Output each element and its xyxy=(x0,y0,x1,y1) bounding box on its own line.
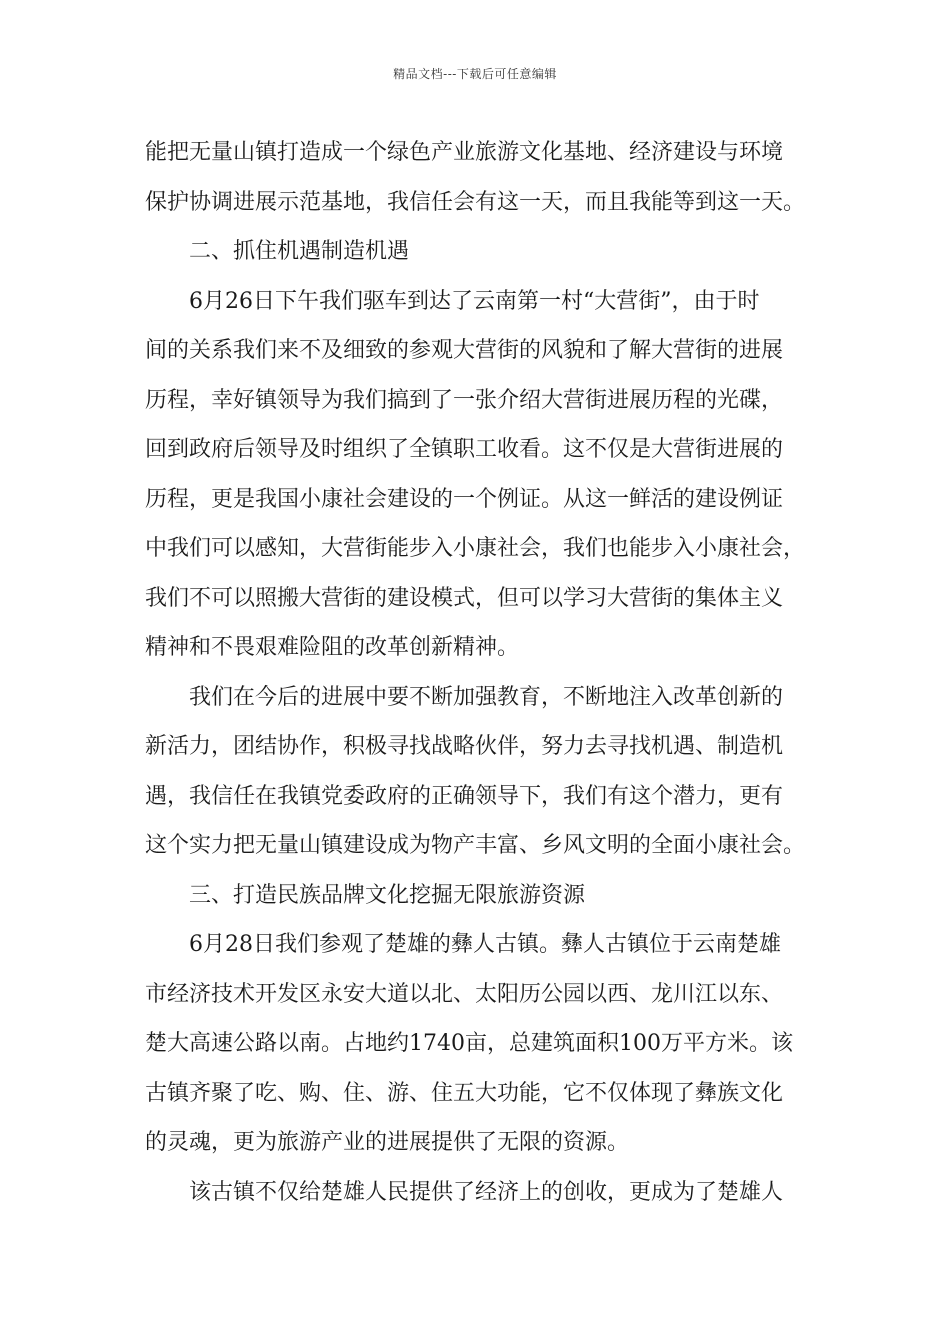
section-heading: 三、打造民族品牌文化挖掘无限旅游资源 xyxy=(189,882,586,908)
text-line: 的灵魂，更为旅游产业的进展提供了无限的资源。 xyxy=(145,1130,630,1155)
text-line: 古镇齐聚了吃、购、住、游、住五大功能，它不仅体现了彝族文化 xyxy=(145,1080,784,1106)
text-line: 能把无量山镇打造成一个绿色产业旅游文化基地、经济建设与环境 xyxy=(145,140,784,165)
text-line: 精神和不畏艰难险阻的改革创新精神。 xyxy=(145,635,520,660)
text-line: 历程，更是我国小康社会建设的一个例证。从这一鲜活的建设例证 xyxy=(145,486,784,512)
text-line: 遇，我信任在我镇党委政府的正确领导下，我们有这个潜力，更有 xyxy=(145,783,784,809)
text-line: 历程，幸好镇领导为我们搞到了一张介绍大营街进展历程的光碟， xyxy=(145,387,784,413)
text-line: 我们不可以照搬大营街的建设模式，但可以学习大营街的集体主义 xyxy=(145,585,784,611)
text-line: 我们在今后的进展中要不断加强教育，不断地注入改革创新的 xyxy=(189,684,784,710)
text-line: 保护协调进展示范基地，我信任会有这一天，而且我能等到这一天。 xyxy=(145,189,806,215)
text-line: 间的关系我们来不及细致的参观大营街的风貌和了解大营街的进展 xyxy=(145,338,784,363)
text-line: 6月26日下午我们驱车到达了云南第一村“大营街”，由于时 xyxy=(189,288,760,314)
text-line: 市经济技术开发区永安大道以北、太阳历公园以西、龙川江以东、 xyxy=(145,981,784,1007)
page-header: 精品文档---下载后可任意编辑 xyxy=(393,67,557,81)
section-heading: 二、抓住机遇制造机遇 xyxy=(189,239,410,264)
text-line: 楚大高速公路以南。占地约1740亩，总建筑面积100万平方米。该 xyxy=(145,1031,793,1056)
text-line: 该古镇不仅给楚雄人民提供了经济上的创收，更成为了楚雄人 xyxy=(189,1179,784,1205)
document-body xyxy=(145,128,810,1217)
text-line: 这个实力把无量山镇建设成为物产丰富、乡风文明的全面小康社会。 xyxy=(145,833,806,858)
text-line: 6月28日我们参观了楚雄的彝人古镇。彝人古镇位于云南楚雄 xyxy=(189,932,781,957)
text-line: 新活力，团结协作，积极寻找战略伙伴，努力去寻找机遇、制造机 xyxy=(145,734,784,759)
text-line: 中我们可以感知，大营街能步入小康社会，我们也能步入小康社会， xyxy=(145,536,806,561)
text-line: 回到政府后领导及时组织了全镇职工收看。这不仅是大营街进展的 xyxy=(145,437,784,462)
